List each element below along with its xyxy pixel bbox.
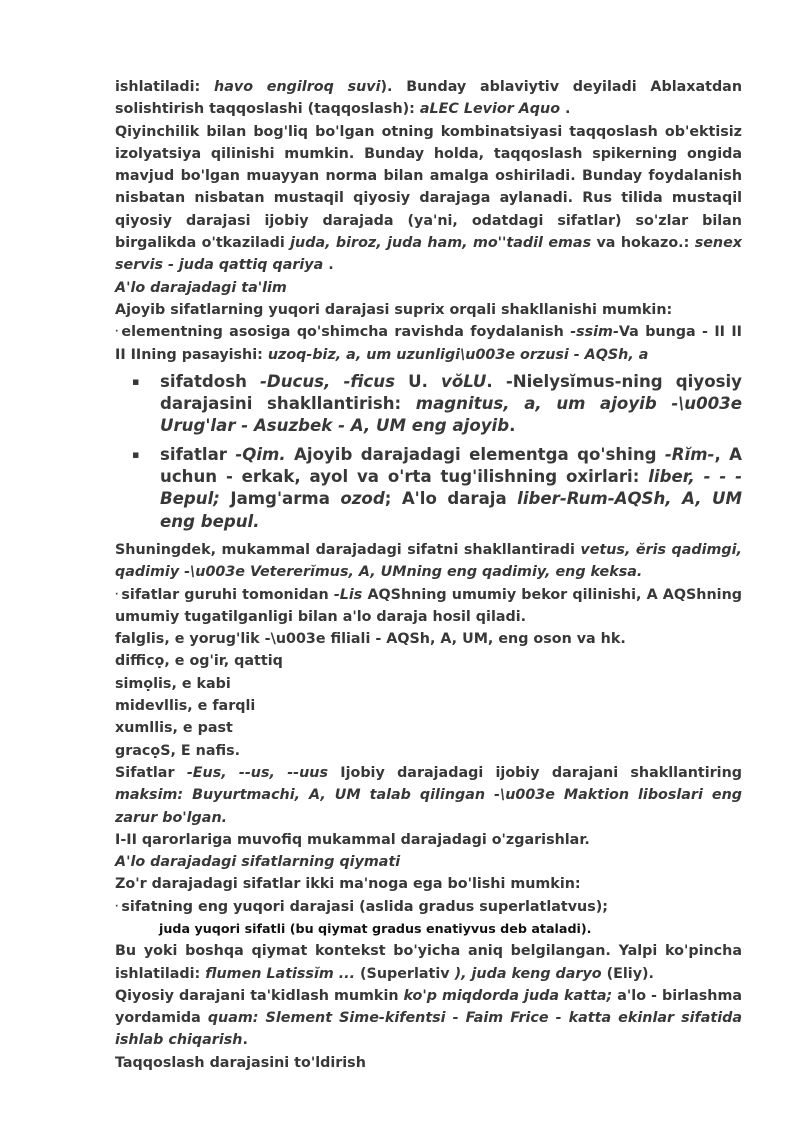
paragraph: Sifatlar -Eus, --us, --uus Ijobiy darajadagi ijobiy darajani shakllantiring maksim: Buyurtmachi, A, UM talab qilingan -\u003e Maktion liboslari eng zarur bo'lgan. <box>115 764 742 826</box>
paragraph: Taqqoslash darajasini to'ldirish <box>115 1054 366 1071</box>
word-entry: difficọ, e og'ir, qattiq <box>115 653 283 670</box>
bullet-list <box>115 371 742 533</box>
paragraph: Bu yoki boshqa qiymat kontekst bo'yicha aniq belgilangan. Yalpi ko'pincha ishlatiladi: flumen Latissĭm ... (Superlativ ), juda keng daryo (Eliy). <box>115 943 742 982</box>
paragraph: Zo'r darajadagi sifatlar ikki ma'noga ega bo'lishi mumkin: <box>115 876 581 893</box>
paragraph: Qiyosiy darajani ta'kidlash mumkin ko'p miqdorda juda katta; a'lo - birlashma yordamida quam: Slement Sime-kifentsi - Faim Frice - katta ekinlar sifatida ishlab chiqarish. <box>115 987 742 1049</box>
document-page <box>115 76 742 1074</box>
paragraph: Qiyinchilik bilan bog'liq bo'lgan otning kombinatsiyasi taqqoslash ob'ektisiz izolyatsiya qilinishi mumkin. Bunday holda, taqqoslash spikerning ongida mavjud bo'lgan muayyan norma bilan amalga oshiriladi. Bunday foydalanish nisbatan nisbatan mustaqil qiyosiy darajaga aylanadi. Rus tilida mustaqil qiyosiy darajasi ijobiy darajada (ya'ni, odatdagi sifatlar) so'zlar bilan birgalikda o'tkaziladi juda, biroz, juda ham, mo''tadil emas va hokazo.: senex servis - juda qattiq qariya . <box>115 123 742 274</box>
word-entry: simọlis, e kabi <box>115 675 231 692</box>
list-item: ▪ sifatlar -Qim. Ajoyib darajadagi elementga qo'shing -Rĭm-, A uchun - erkak, ayol va o'rta tug'ilishning oxirlari: liber, - - - Bepul; Jamg'arma ozod; A'lo daraja liber-Rum-AQSh, A, UM eng bepul. <box>160 444 742 533</box>
word-entry: xumllis, e past <box>115 720 233 737</box>
paragraph: · sifatlar guruhi tomonidan -Lis AQShning umumiy bekor qilinishi, A AQShning umumiy tugatilganligi bilan a'lo daraja hosil qiladi. <box>115 586 742 625</box>
paragraph: · sifatning eng yuqori darajasi (aslida gradus superlatlatvus); <box>115 898 608 915</box>
paragraph: I-II qarorlariga muvofiq mukammal darajadagi o'zgarishlar. <box>115 831 590 848</box>
section-heading: A'lo darajadagi ta'lim <box>115 279 287 296</box>
paragraph: juda yuqori sifatli (bu qiymat gradus enatiyvus deb ataladi). <box>159 920 592 936</box>
paragraph: Shuningdek, mukammal darajadagi sifatni shakllantiradi vetus, ĕris qadimgi, qadimiy -\u003e Vetererĭmus, A, UMning eng qadimiy, eng keksa. <box>115 541 742 581</box>
section-heading: A'lo darajadagi sifatlarning qiymati <box>115 854 401 871</box>
paragraph: falglis, e yorug'lik -\u003e filiali - AQSh, A, UM, eng oson va hk. <box>115 631 626 648</box>
word-entry: midevllis, e farqli <box>115 698 256 715</box>
paragraph: Ajoyib sifatlarning yuqori darajasi suprix orqali shakllanishi mumkin: <box>115 301 673 318</box>
word-entry: gracọS, E nafis. <box>115 742 241 759</box>
paragraph: · elementning asosiga qo'shimcha ravishda foydalanish -ssim-Va bunga - II II II IIning pasayishi: uzoq-biz, a, um uzunligi\u003e orzusi - AQSh, a <box>115 324 742 363</box>
list-item: ▪ sifatdosh -Ducus, -ficus U. vŏLU. -Nielysĭmus-ning qiyosiy darajasini shakllantirish: magnitus, a, um ajoyib -\u003e Urug'lar - Asuzbek - A, UM eng ajoyib. <box>160 371 742 438</box>
paragraph: ishlatiladi: havo engilroq suvi). Bunday ablaviytiv deyiladi Ablaxatdan solishtirish taqqoslashi (taqqoslash): aLEC Levior Aquo . <box>115 79 743 118</box>
